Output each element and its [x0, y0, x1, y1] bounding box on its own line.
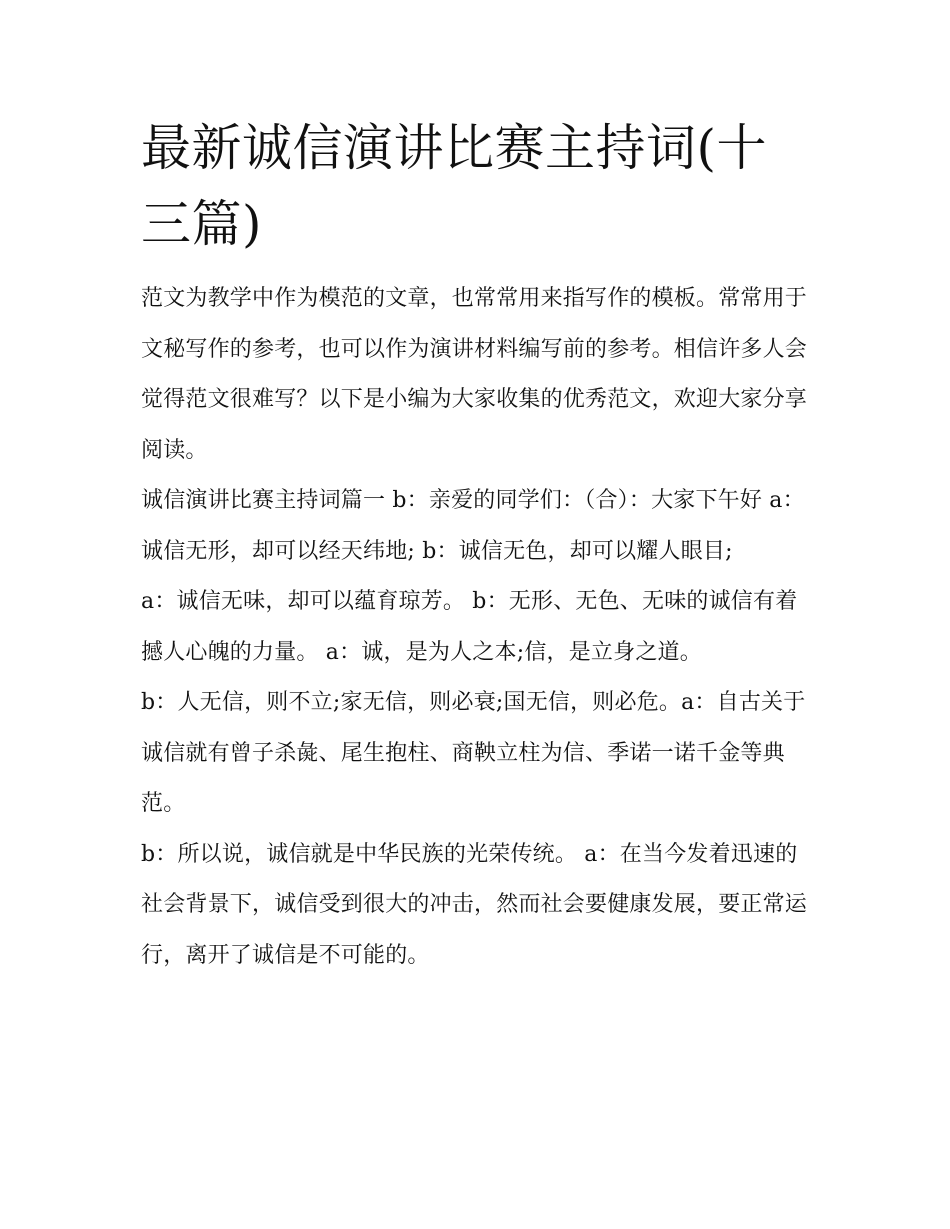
paragraph-integrity-power: a：诚信无味，却可以蕴育琼芳。 b：无形、无色、无味的诚信有着撼人心魄的力量。 a：诚，是为人之本;信，是立身之道。: [141, 589, 798, 665]
paragraph-historical-examples: b：人无信，则不立;家无信，则必衰;国无信，则必危。a：自古关于诚信就有曾子杀彘、尾生抱柱、商鞅立柱为信、季诺一诺千金等典范。: [141, 690, 806, 816]
paragraph-intro: 范文为教学中作为模范的文章，也常常用来指写作的模板。常常用于文秘写作的参考，也可以作为演讲材料编写前的参考。相信许多人会觉得范文很难写？以下是小编为大家收集的优秀范文，欢迎大家分享阅读。: [141, 286, 808, 463]
paragraph-tradition: b：所以说，诚信就是中华民族的光荣传统。 a：在当今发着迅速的社会背景下，诚信受到很大的冲击，然而社会要健康发展，要正常运行，离开了诚信是不可能的。: [141, 841, 808, 968]
document-page: [141, 110, 813, 981]
paragraph-opening: 诚信演讲比赛主持词篇一 b：亲爱的同学们：（合）：大家下午好 a：诚信无形，却可以经天纬地; b：诚信无色，却可以耀人眼目;: [141, 488, 805, 564]
document-title: 最新诚信演讲比赛主持词(十三篇): [141, 119, 768, 253]
